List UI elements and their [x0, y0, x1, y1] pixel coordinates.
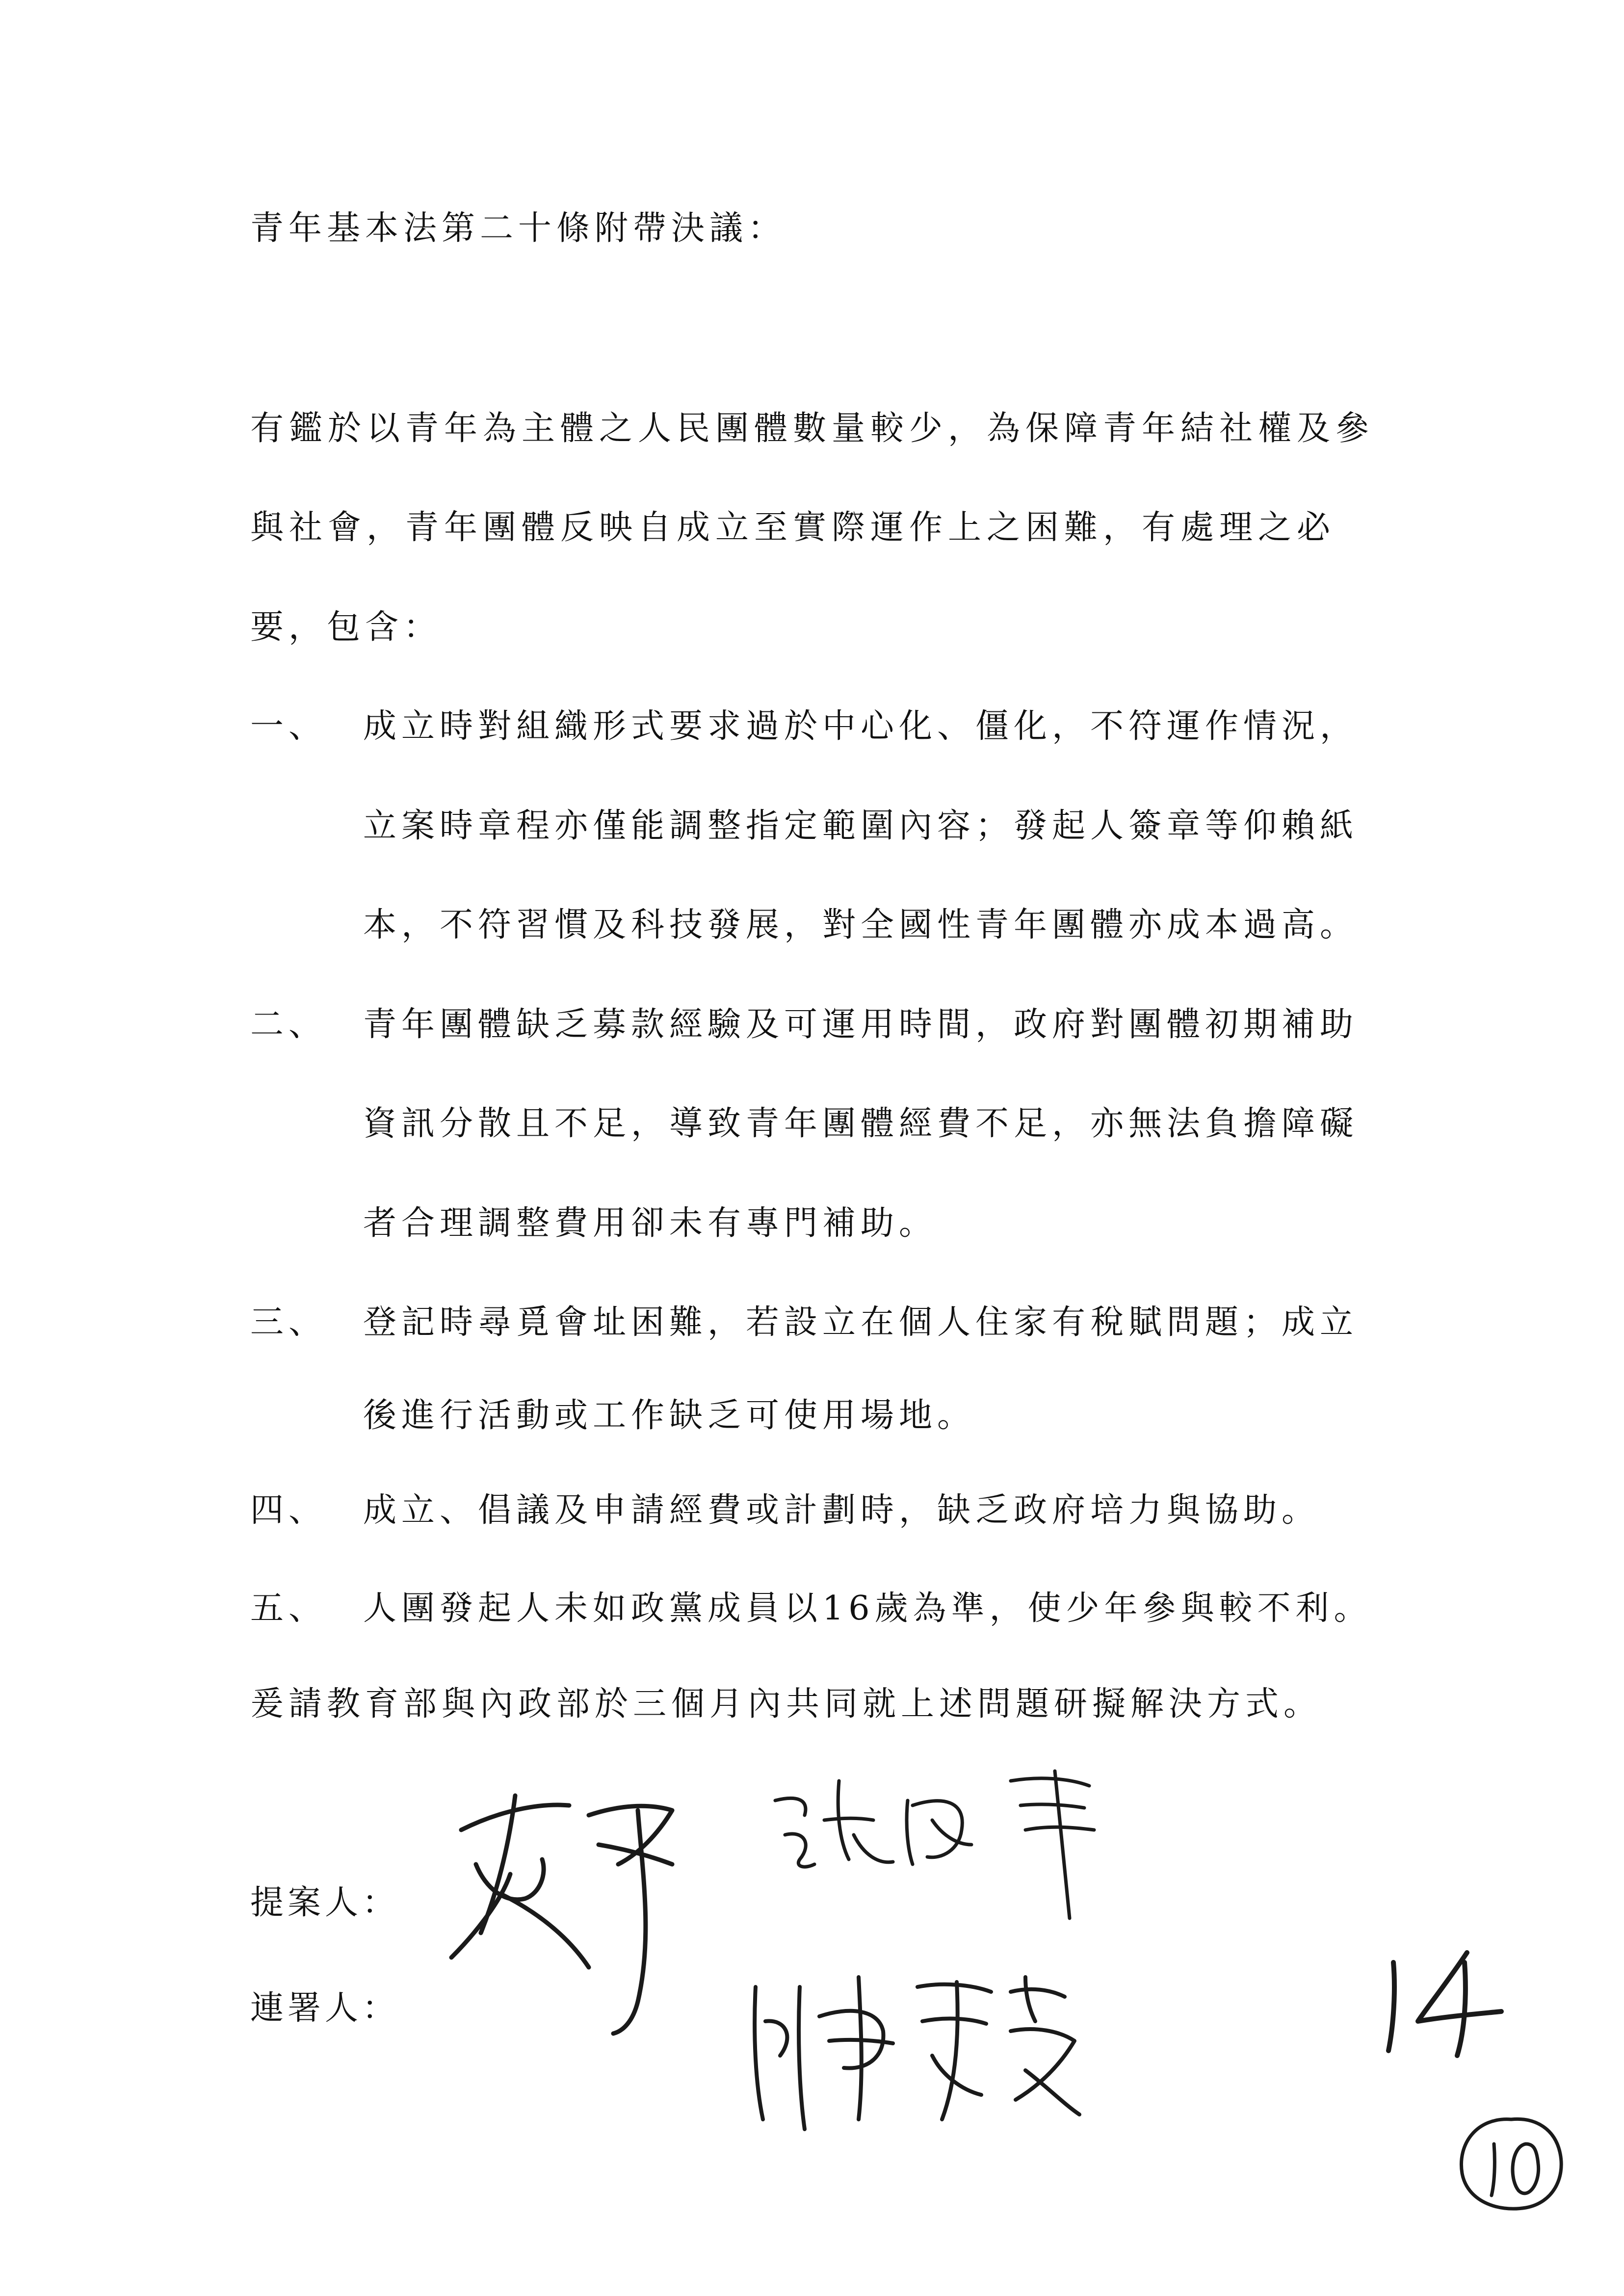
- item-line: 成立、倡議及申請經費或計劃時，缺乏政府培力與協助。: [363, 1491, 1320, 1530]
- cosigner-signature: [765, 1761, 1109, 1928]
- document-title: 青年基本法第二十條附帶決議：: [250, 209, 786, 248]
- paragraph-line: 與社會，青年團體反映自成立至實際運作上之困難，有處理之必: [250, 508, 1336, 547]
- item-number: 一、: [250, 707, 327, 746]
- closing-statement: 爰請教育部與內政部於三個月內共同就上述問題研擬解決方式。: [250, 1685, 1322, 1723]
- circled-page-number: [1452, 2110, 1570, 2218]
- item-number: 三、: [250, 1303, 327, 1342]
- item-line: 本，不符習慣及科技發展，對全國性青年團體亦成本過高。: [363, 906, 1359, 944]
- item-line: 立案時章程亦僅能調整指定範圍內容；發起人簽章等仰賴紙: [363, 807, 1359, 845]
- item-line: 登記時尋覓會址困難，若設立在個人住家有稅賦問題；成立: [363, 1303, 1359, 1342]
- item-line: 資訊分散且不足，導致青年團體經費不足，亦無法負擔障礙: [363, 1104, 1359, 1143]
- paragraph-line: 有鑑於以青年為主體之人民團體數量較少，為保障青年結社權及參: [250, 409, 1375, 448]
- cosigner-signature: [736, 1957, 1089, 2144]
- proposer-label: 提案人：: [250, 1883, 400, 1922]
- page-mark-handwritten: [1374, 1943, 1511, 2061]
- item-number: 五、: [250, 1589, 327, 1628]
- item-number: 二、: [250, 1005, 327, 1044]
- paragraph-line: 要，包含：: [250, 608, 442, 647]
- item-line: 青年團體缺乏募款經驗及可運用時間，政府對團體初期補助: [363, 1005, 1359, 1044]
- item-line: 成立時對組織形式要求過於中心化、僵化，不符運作情況，: [363, 707, 1359, 746]
- item-line: 後進行活動或工作缺乏可使用場地。: [363, 1396, 976, 1435]
- proposer-signature: [442, 1776, 697, 2041]
- item-line: 者合理調整費用卻未有專門補助。: [363, 1204, 938, 1243]
- item-number: 四、: [250, 1491, 327, 1530]
- item-line: 人團發起人未如政黨成員以16歲為準，使少年參與較不利。: [363, 1589, 1372, 1628]
- cosigner-label: 連署人：: [250, 1989, 400, 2028]
